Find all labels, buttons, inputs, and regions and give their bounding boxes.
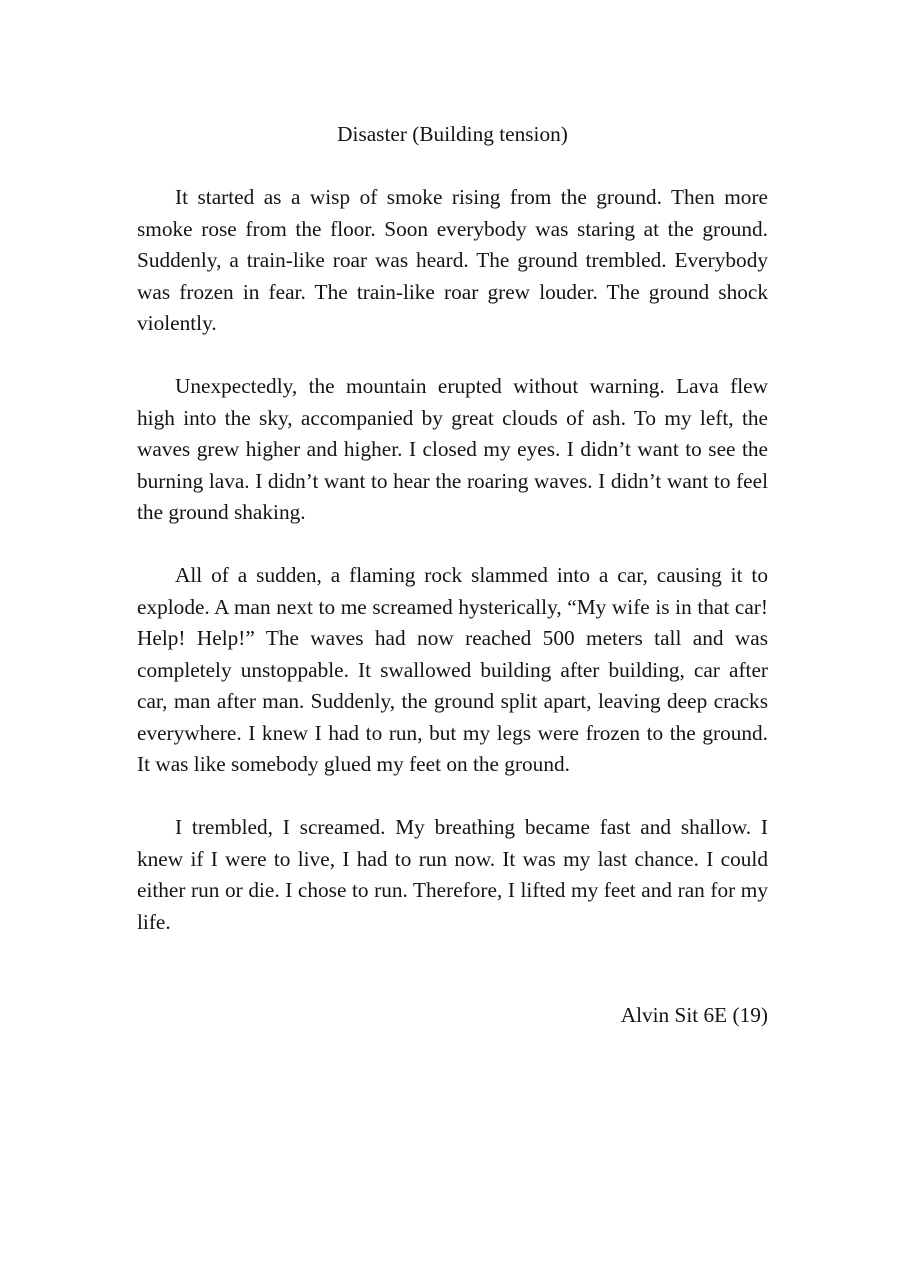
document-title: Disaster (Building tension) <box>337 122 568 146</box>
paragraph-4: I trembled, I screamed. My breathing became fast and shallow. I knew if I were to live, I had to run now. It was my last chance. I could either run or die. I chose to run. Therefore, I lifted my feet and ran for my life. <box>137 815 768 934</box>
paragraph-2: Unexpectedly, the mountain erupted without warning. Lava flew high into the sky, accompanied by great clouds of ash. To my left, the waves grew higher and higher. I closed my eyes. I didn’t want to see the burning lava. I didn’t want to hear the roaring waves. I didn’t want to feel the ground shaking. <box>137 374 768 524</box>
paragraph-3: All of a sudden, a flaming rock slammed into a car, causing it to explode. A man next to me screamed hysterically, “My wife is in that car! Help! Help!” The waves had now reached 500 meters tall and was completely unstoppable. It swallowed building after building, car after car, man after man. Suddenly, the ground split apart, leaving deep cracks everywhere. I knew I had to run, but my legs were frozen to the ground. It was like somebody glued my feet on the ground. <box>137 563 768 776</box>
paragraph-1: It started as a wisp of smoke rising from the ground. Then more smoke rose from the floor. Soon everybody was staring at the ground. Suddenly, a train-like roar was heard. The ground trembled. Everybody was frozen in fear. The train-like roar grew louder. The ground shock violently. <box>137 185 768 335</box>
author-signature: Alvin Sit 6E (19) <box>620 1003 768 1027</box>
